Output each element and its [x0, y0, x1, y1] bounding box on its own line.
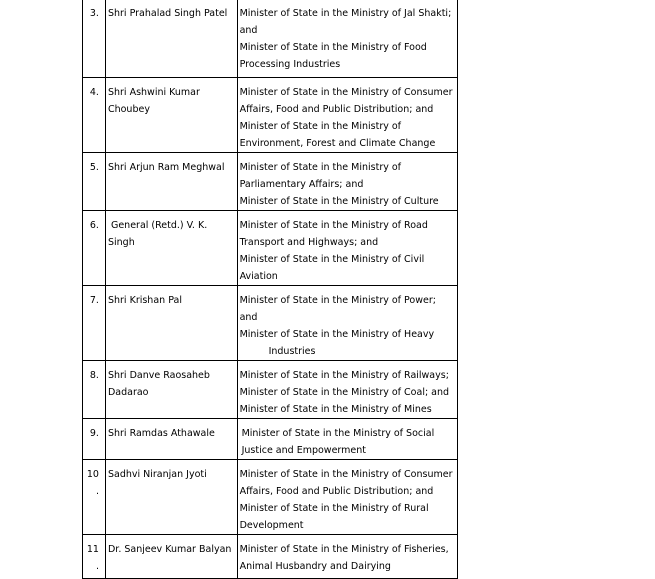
portfolio-line: Minister of State in the Ministry of Fisheries, Animal Husbandry and Dairying: [239, 544, 449, 572]
portfolio-line: Minister of State in the Ministry of Road Transport and Highways; and: [239, 220, 428, 248]
portfolio: [237, 419, 457, 460]
portfolio-line: Minister of State in the Ministry of Culture: [239, 196, 439, 207]
portfolio-line: Minister of State in the Ministry of Consumer Affairs, Food and Public Distribution; and: [239, 469, 453, 497]
portfolio: [237, 361, 457, 419]
serial-number: 10.: [83, 460, 106, 535]
minister-name: Shri Prahalad Singh Patel: [105, 0, 237, 78]
serial-number: 4.: [83, 78, 106, 153]
portfolio-line: Minister of State in the Ministry of Rural Development: [239, 503, 429, 531]
portfolio-line: Minister of State in the Ministry of Mines: [239, 404, 432, 415]
portfolio: [237, 460, 457, 535]
table-row: [83, 0, 458, 78]
portfolio-line: Minister of State in the Ministry of Power; and: [239, 295, 436, 323]
portfolio-line: Minister of State in the Ministry of Civil Aviation: [239, 254, 425, 282]
table-row: [83, 286, 458, 361]
serial-number: 8.: [83, 361, 106, 419]
ministers-table: [82, 0, 458, 579]
portfolio-line: Minister of State in the Ministry of Jal Shakti; and: [239, 8, 452, 36]
serial-number: 3.: [83, 0, 106, 78]
portfolio-line: Minister of State in the Ministry of Food Processing Industries: [239, 42, 427, 70]
portfolio-line: Minister of State in the Ministry of Consumer Affairs, Food and Public Distribution; and: [239, 87, 453, 115]
portfolio: [237, 153, 457, 211]
portfolio: [237, 211, 457, 286]
table-row: [83, 460, 458, 535]
table-row: [83, 78, 458, 153]
portfolio: [237, 0, 457, 78]
portfolio: [237, 286, 457, 361]
minister-name: Shri Ashwini Kumar Choubey: [105, 78, 237, 153]
minister-name: Dr. Sanjeev Kumar Balyan: [105, 535, 237, 579]
portfolio: [237, 535, 457, 579]
portfolio-line: Minister of State in the Ministry of Coal; and: [239, 387, 450, 398]
serial-number: 5.: [83, 153, 106, 211]
portfolio: [237, 78, 457, 153]
table-row: [83, 419, 458, 460]
portfolio-line: Minister of State in the Ministry of Railways;: [239, 370, 449, 381]
portfolio-line: Industries: [268, 346, 316, 357]
minister-name: Shri Danve Raosaheb Dadarao: [105, 361, 237, 419]
serial-number: 11.: [83, 535, 106, 579]
table-row: [83, 535, 458, 579]
serial-number: 9.: [83, 419, 106, 460]
portfolio-line: Minister of State in the Ministry of Parliamentary Affairs; and: [239, 162, 402, 190]
table-row: [83, 361, 458, 419]
minister-name: General (Retd.) V. K. Singh: [105, 211, 237, 286]
table-row: [83, 153, 458, 211]
table-row: [83, 211, 458, 286]
minister-name: Shri Krishan Pal: [105, 286, 237, 361]
portfolio-line: Minister of State in the Ministry of Heavy: [239, 329, 435, 340]
minister-name: Sadhvi Niranjan Jyoti: [105, 460, 237, 535]
portfolio-line: Minister of State in the Ministry of Environment, Forest and Climate Change: [239, 121, 436, 149]
serial-number: 6.: [83, 211, 106, 286]
minister-name: Shri Arjun Ram Meghwal: [105, 153, 237, 211]
serial-number: 7.: [83, 286, 106, 361]
minister-name: Shri Ramdas Athawale: [105, 419, 237, 460]
portfolio-line: Minister of State in the Ministry of Social Justice and Empowerment: [241, 428, 435, 456]
